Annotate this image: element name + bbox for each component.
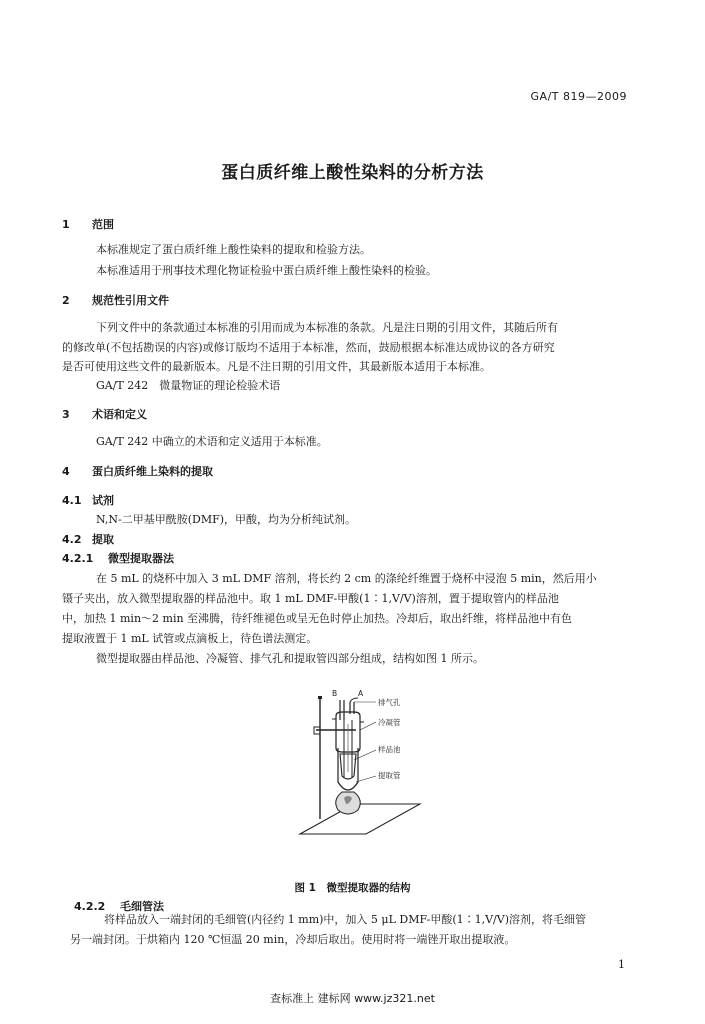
paragraph-line: 本标准适用于刑事技术理化物证检验中蛋白质纤维上酸性染料的检验。 <box>96 264 437 277</box>
paragraph-line: 另一端封闭。于烘箱内 120 ℃恒温 20 min，冷却后取出。使用时将一端锉开取出提取液。 <box>70 933 516 946</box>
section-number: 4.2 <box>62 533 82 546</box>
label-a: A <box>358 689 364 698</box>
section-heading-3 <box>62 406 147 422</box>
paragraph-line: N,N-二甲基甲酰胺(DMF)，甲酸，均为分析纯试剂。 <box>96 513 357 526</box>
section-number: 3 <box>62 408 70 421</box>
leader-condenser <box>360 722 376 730</box>
referenced-document: GA/T 242 微量物证的理论检验术语 <box>96 379 281 392</box>
section-title: 规范性引用文件 <box>92 294 169 307</box>
section-number: 4.2.2 <box>74 900 106 913</box>
paragraph-line: 提取液置于 1 mL 试管或点滴板上，待色谱法测定。 <box>62 632 318 645</box>
section-number: 4.2.1 <box>62 552 94 565</box>
stand-rod-cap <box>318 696 322 699</box>
paragraph-line: 微型提取器由样品池、冷凝管、排气孔和提取管四部分组成，结构如图 1 所示。 <box>96 652 484 665</box>
section-number: 2 <box>62 294 70 307</box>
paragraph-line: 将样品放入一端封闭的毛细管(内径约 1 mm)中，加入 5 μL DMF-甲酸(1∶1,V/V)溶剂，将毛细管 <box>104 913 586 926</box>
label-sample-cell: 样品池 <box>378 745 401 754</box>
footer-watermark: 查标准上 建标网 www.jz321.net <box>270 992 435 1005</box>
section-title: 提取 <box>92 533 114 546</box>
label-b: B <box>332 689 338 698</box>
label-vent: 排气孔 <box>378 698 401 707</box>
label-condenser: 冷凝管 <box>378 718 401 727</box>
section-title: 试剂 <box>92 494 114 507</box>
section-title: 毛细管法 <box>120 900 164 913</box>
section-title: 范围 <box>92 218 114 231</box>
micro-extractor-figure <box>292 686 422 846</box>
paragraph-line: GA/T 242 中确立的术语和定义适用于本标准。 <box>96 435 328 448</box>
condenser-ports <box>332 719 364 722</box>
paragraph-line: 的修改单(不包括勘误的内容)或修订版均不适用于本标准，然而，鼓励根据本标准达成协议的各方研究 <box>62 341 555 354</box>
standard-code: GA/T 819—2009 <box>530 90 627 103</box>
paragraph-line: 下列文件中的条款通过本标准的引用而成为本标准的条款。凡是注日期的引用文件，其随后所有 <box>96 321 558 334</box>
vent-outlet <box>350 698 358 702</box>
section-heading-4-2-1 <box>62 550 174 566</box>
section-title: 术语和定义 <box>92 408 147 421</box>
leader-extraction-tube <box>356 776 376 782</box>
section-heading-4-2 <box>62 531 114 547</box>
section-number: 4 <box>62 465 70 478</box>
paragraph-line: 中，加热 1 min～2 min 至沸腾，待纤维褪色或呈无色时停止加热。冷却后，取出纤维，将样品池中有色 <box>62 612 573 625</box>
section-number: 4.1 <box>62 494 82 507</box>
base-plate <box>300 804 420 834</box>
page-number: 1 <box>618 958 625 971</box>
document-title: 蛋白质纤维上酸性染料的分析方法 <box>221 163 484 183</box>
section-heading-1 <box>62 216 114 232</box>
paragraph-line: 本标准规定了蛋白质纤维上酸性染料的提取和检验方法。 <box>96 243 371 256</box>
section-number: 1 <box>62 218 70 231</box>
section-title: 微型提取器法 <box>108 552 174 565</box>
section-title: 蛋白质纤维上染料的提取 <box>92 465 213 478</box>
paragraph-line: 在 5 mL 的烧杯中加入 3 mL DMF 溶剂，将长约 2 cm 的涤纶纤维置于烧杯中浸泡 5 min，然后用小 <box>96 572 597 585</box>
section-heading-4-1 <box>62 492 114 508</box>
section-heading-2 <box>62 292 169 308</box>
figure-caption: 图 1 微型提取器的结构 <box>294 882 411 894</box>
section-heading-4 <box>62 463 213 479</box>
label-extraction-tube: 提取管 <box>378 771 401 780</box>
paragraph-line: 是否可使用这些文件的最新版本。凡是不注日期的引用文件，其最新版本适用于本标准。 <box>62 360 491 373</box>
paragraph-line: 镊子夹出，放入微型提取器的样品池中。取 1 mL DMF-甲酸(1∶1,V/V)溶剂，置于提取管内的样品池 <box>62 592 559 605</box>
